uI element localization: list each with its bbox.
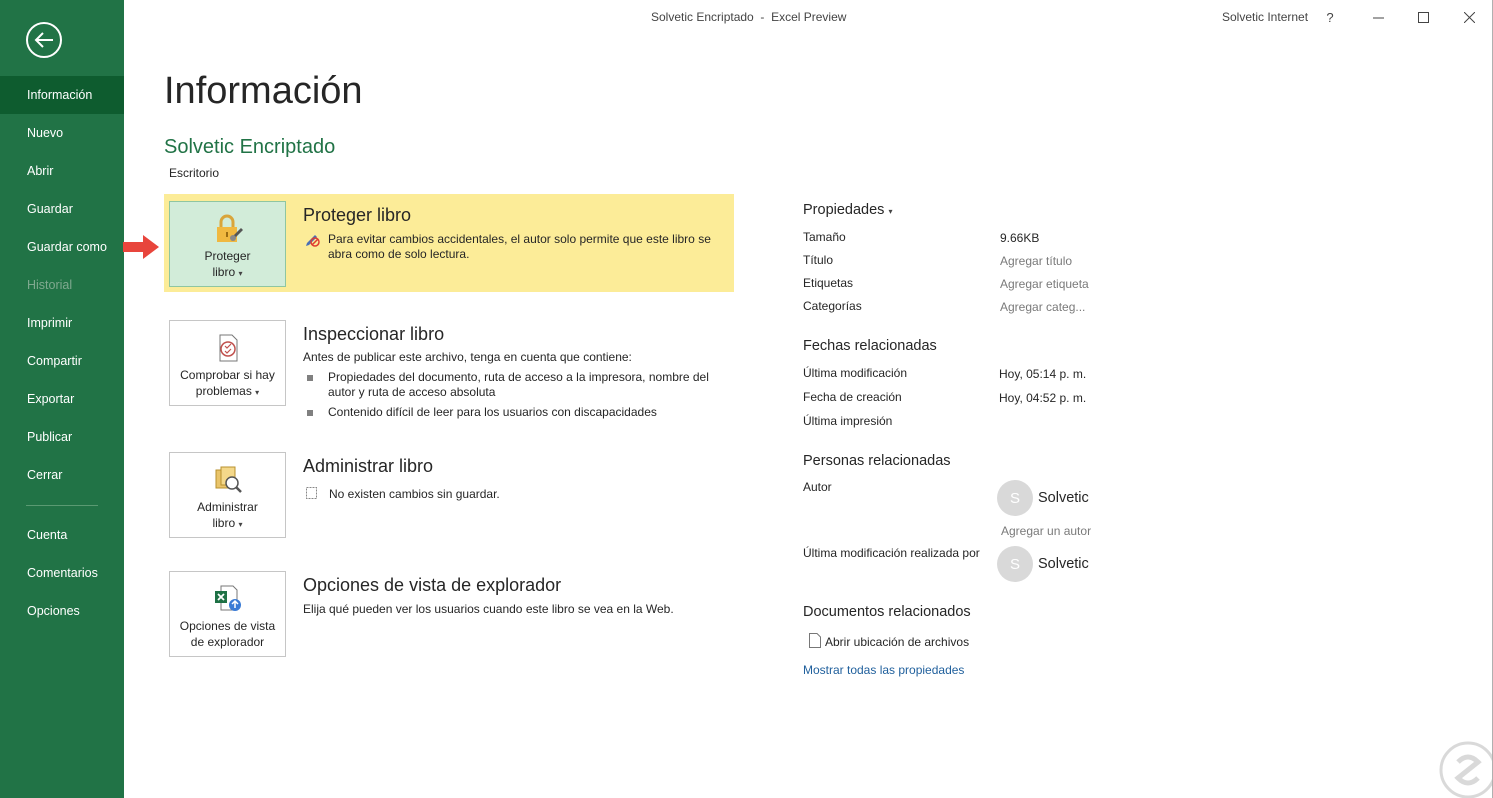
minimize-button[interactable] xyxy=(1366,6,1390,28)
backstage-sidebar xyxy=(0,0,124,798)
nav-guardar-como[interactable]: Guardar como xyxy=(27,240,107,254)
protect-text-line1: Para evitar cambios accidentales, el autor solo permite que este libro se xyxy=(328,232,711,246)
check-issues-line1: Comprobar si hay xyxy=(180,368,275,382)
close-button[interactable] xyxy=(1457,6,1481,28)
lock-icon xyxy=(212,213,244,245)
nav-cuenta[interactable]: Cuenta xyxy=(27,528,68,542)
chevron-down-icon: ▾ xyxy=(238,269,243,278)
pointer-arrow-icon xyxy=(121,232,161,262)
browser-view-line1: Opciones de vista xyxy=(179,619,276,633)
bullet-text-line2: autor y ruta de acceso absoluta xyxy=(328,385,496,399)
author-label: Autor xyxy=(803,480,832,494)
minimize-icon xyxy=(1373,12,1384,23)
nav-publicar[interactable]: Publicar xyxy=(27,430,73,444)
prop-label-title: Título xyxy=(803,253,834,267)
manage-workbook-button[interactable] xyxy=(169,452,286,538)
inspect-icon xyxy=(212,332,244,364)
nav-historial: Historial xyxy=(27,278,73,292)
sidebar-divider xyxy=(26,505,98,506)
bullet-icon xyxy=(307,375,313,381)
nav-comentarios[interactable]: Comentarios xyxy=(27,566,98,580)
edit-restricted-icon xyxy=(304,231,320,247)
date-value-created: Hoy, 04:52 p. m. xyxy=(999,391,1087,405)
add-author-link[interactable]: Agregar un autor xyxy=(1001,524,1092,538)
protect-button-line1: Proteger xyxy=(204,249,251,263)
protect-button-line2: libro xyxy=(212,265,236,279)
list-item xyxy=(303,405,743,420)
nav-nuevo[interactable]: Nuevo xyxy=(27,126,64,140)
author-name[interactable]: Solvetic xyxy=(1038,490,1089,506)
manage-description: No existen cambios sin guardar. xyxy=(329,487,500,501)
modifier-name[interactable]: Solvetic xyxy=(1038,556,1089,572)
nav-abrir[interactable]: Abrir xyxy=(27,164,54,178)
last-modified-by-label: Última modificación realizada por xyxy=(803,546,980,560)
avatar: S xyxy=(997,480,1033,516)
prop-value-size: 9.66KB xyxy=(1000,231,1040,245)
nav-imprimir[interactable]: Imprimir xyxy=(27,316,73,330)
avatar: S xyxy=(997,546,1033,582)
manage-workbook-icon xyxy=(212,464,244,496)
prop-label-categories: Categorías xyxy=(803,299,862,313)
prop-value-categories[interactable]: Agregar categ... xyxy=(1000,300,1086,314)
window-title xyxy=(651,10,846,24)
protect-description xyxy=(328,232,711,262)
maximize-icon xyxy=(1418,12,1429,23)
show-all-properties-link[interactable]: Mostrar todas las propiedades xyxy=(803,663,965,677)
check-issues-button[interactable] xyxy=(169,320,286,406)
document-name: Solvetic Encriptado xyxy=(164,136,336,158)
browser-view-line2: de explorador xyxy=(190,635,265,649)
prop-value-title[interactable]: Agregar título xyxy=(1000,254,1073,268)
watermark-logo-icon xyxy=(1438,740,1493,798)
bullet-icon xyxy=(307,410,313,416)
document-icon xyxy=(305,486,319,500)
date-value-modified: Hoy, 05:14 p. m. xyxy=(999,367,1087,381)
manage-button-line2: libro xyxy=(212,516,236,530)
page-title: Información xyxy=(164,70,363,112)
manage-workbook-title: Administrar libro xyxy=(303,456,434,476)
nav-exportar[interactable]: Exportar xyxy=(27,392,75,406)
window-doc-title: Solvetic Encriptado xyxy=(651,10,754,24)
protect-text-line2: abra como de solo lectura. xyxy=(328,247,470,261)
prop-label-tags: Etiquetas xyxy=(803,276,854,290)
help-button[interactable] xyxy=(1318,6,1342,28)
related-docs-heading: Documentos relacionados xyxy=(803,604,971,620)
help-icon: ? xyxy=(1326,9,1334,25)
bullet-text-line1: Propiedades del documento, ruta de acceso a la impresora, nombre del xyxy=(328,370,709,384)
document-location[interactable]: Escritorio xyxy=(169,166,220,180)
nav-guardar[interactable]: Guardar xyxy=(27,202,73,216)
nav-informacion[interactable]: Información xyxy=(0,76,124,114)
browser-view-description: Elija qué pueden ver los usuarios cuando este libro se vea en la Web. xyxy=(303,602,674,616)
prop-label-size: Tamaño xyxy=(803,230,846,244)
back-button[interactable] xyxy=(26,22,62,58)
inspect-workbook-title: Inspeccionar libro xyxy=(303,324,445,344)
prop-value-tags[interactable]: Agregar etiqueta xyxy=(1000,277,1089,291)
properties-dropdown[interactable] xyxy=(803,202,892,218)
back-arrow-icon xyxy=(34,32,54,48)
date-label-created: Fecha de creación xyxy=(803,390,902,404)
nav-compartir[interactable]: Compartir xyxy=(27,354,82,368)
manage-button-line1: Administrar xyxy=(197,500,258,514)
browser-view-options-button[interactable] xyxy=(169,571,286,657)
open-file-location-link[interactable]: Abrir ubicación de archivos xyxy=(825,635,970,649)
dates-heading: Fechas relacionadas xyxy=(803,338,937,354)
date-label-modified: Última modificación xyxy=(803,366,908,380)
browser-view-title: Opciones de vista de explorador xyxy=(303,575,562,595)
chevron-down-icon: ▾ xyxy=(888,207,893,216)
file-icon xyxy=(809,633,821,648)
list-item xyxy=(303,370,743,400)
people-heading: Personas relacionadas xyxy=(803,453,951,469)
protect-workbook-button[interactable] xyxy=(169,201,286,287)
window-app-name: Excel Preview xyxy=(771,10,847,24)
nav-cerrar[interactable]: Cerrar xyxy=(27,468,63,482)
maximize-button[interactable] xyxy=(1411,6,1435,28)
account-name[interactable]: Solvetic Internet xyxy=(1222,10,1309,24)
nav-opciones[interactable]: Opciones xyxy=(27,604,80,618)
date-label-printed: Última impresión xyxy=(803,414,893,428)
chevron-down-icon: ▾ xyxy=(238,520,243,529)
properties-heading: Propiedades xyxy=(803,202,885,218)
window-title-separator: - xyxy=(760,10,765,24)
inspect-description: Antes de publicar este archivo, tenga en cuenta que contiene: xyxy=(303,350,632,364)
bullet-text-line1: Contenido difícil de leer para los usuarios con discapacidades xyxy=(328,405,657,419)
protect-workbook-title: Proteger libro xyxy=(303,205,412,225)
chevron-down-icon: ▾ xyxy=(255,388,260,397)
browser-view-icon xyxy=(212,583,244,615)
check-issues-line2: problemas xyxy=(195,384,252,398)
close-icon xyxy=(1464,12,1475,23)
